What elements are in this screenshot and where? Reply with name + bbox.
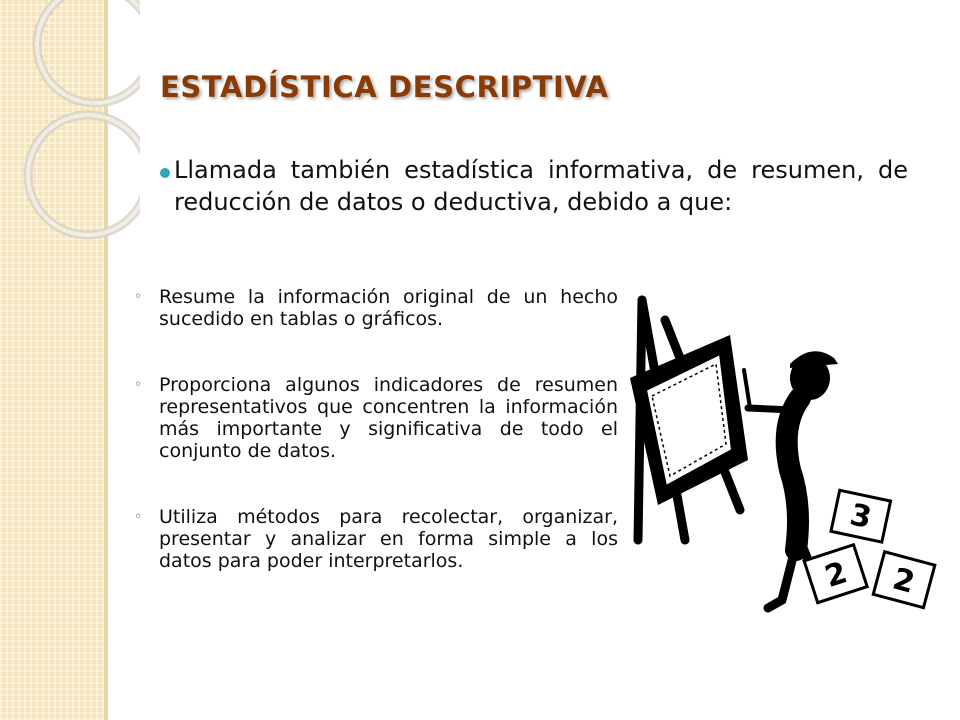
sub-point-3 [134,506,618,572]
sub-point-2-text: Proporciona algunos indicadores de resumen representativos que concentren la información más importante y significativa de todo el conjunto de datos. [159,374,618,462]
number-card-left [804,545,867,603]
easel-figure-illustration [620,290,960,710]
card-digit-left: 2 [820,555,852,596]
sub-point-2 [134,374,618,462]
circle-bullet-icon: ◦ [134,377,143,393]
circle-bullet-icon: ◦ [134,289,143,305]
card-digit-top: 3 [846,497,875,536]
decorative-rings [0,0,143,360]
sub-point-list [134,286,618,572]
sub-point-1 [134,286,618,330]
number-card-top [831,490,891,542]
card-digit-right: 2 [889,561,919,601]
slide-title: ESTADÍSTICA DESCRIPTIVA [160,70,609,104]
sub-point-3-text: Utiliza métodos para recolectar, organizar, presentar y analizar en forma simple a los datos para poder interpretarlos. [159,506,618,572]
lead-bullet-icon [160,168,170,178]
number-card-right [873,552,935,608]
circle-bullet-icon: ◦ [134,509,143,525]
lead-paragraph: Llamada también estadística informativa, de resumen, de reducción de datos o deductiva, debido a que: [174,156,908,216]
sub-point-1-text: Resume la información original de un hecho sucedido en tablas o gráficos. [159,286,618,330]
